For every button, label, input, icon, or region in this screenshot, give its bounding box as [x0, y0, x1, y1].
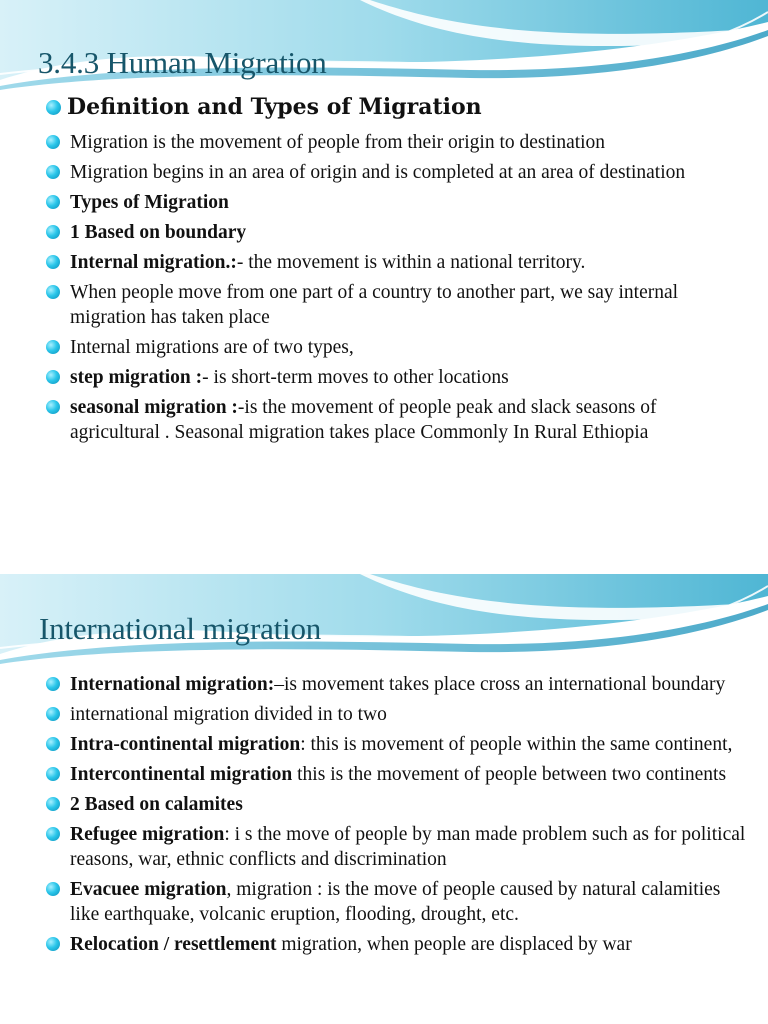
bullet-text: migration, when people are displaced by war	[276, 934, 632, 955]
bullet-icon	[46, 737, 60, 751]
bullet-text: Internal migrations are of two types,	[70, 337, 354, 358]
bullet-item	[46, 190, 746, 215]
bullet-icon	[46, 797, 60, 811]
bullet-item	[46, 672, 746, 697]
slide-title: 3.4.3 Human Migration	[38, 45, 327, 80]
bullet-icon	[46, 882, 60, 896]
bullet-text: : i s the move of people by man made problem such as for political reasons, war, ethnic conflicts and discrimination	[70, 824, 746, 870]
bullet-icon	[46, 677, 60, 691]
bullet-bold-text: Internal migration.:	[70, 252, 237, 273]
bullet-text: international migration divided in to two	[70, 704, 387, 725]
bullet-icon	[46, 225, 60, 239]
bullet-item	[46, 762, 746, 787]
bullet-text: this is the movement of people between two continents	[292, 764, 727, 785]
bullet-item	[46, 250, 746, 275]
bullet-bold-text: Evacuee migration	[70, 879, 227, 900]
section-heading-text: Definition and Types of Migration	[67, 94, 482, 120]
bullet-icon	[46, 100, 61, 115]
bullet-text: -is the movement of people peak and slack seasons of agricultural . Seasonal migration takes place Commonly In Rural Ethiopia	[70, 397, 657, 443]
slide-title: International migration	[39, 611, 322, 646]
bullet-bold-text: Relocation / resettlement	[70, 934, 277, 955]
bullet-item	[46, 877, 746, 927]
bullet-item	[46, 365, 746, 390]
bullet-item	[46, 395, 746, 445]
bullet-icon	[46, 285, 60, 299]
bullet-icon	[46, 827, 60, 841]
bullet-bold-text: International migration:	[70, 674, 275, 695]
bullet-text: - is short-term moves to other locations	[202, 367, 509, 388]
bullet-item	[46, 160, 746, 185]
bullet-item	[46, 280, 746, 330]
bullet-icon	[46, 195, 60, 209]
bullet-bold-text: Refugee migration	[70, 824, 225, 845]
bullet-icon	[46, 937, 60, 951]
bullet-text: - the movement is within a national territory.	[236, 252, 586, 273]
bullet-item	[46, 130, 746, 155]
slide-2	[0, 574, 768, 1024]
bullet-icon	[46, 135, 60, 149]
bullet-bold-text: Intra-continental migration	[70, 734, 301, 755]
bullet-bold-text: 2 Based on calamites	[70, 794, 243, 815]
bullet-text: Migration is the movement of people from their origin to destination	[70, 132, 606, 153]
bullet-bold-text: seasonal migration :	[70, 397, 238, 418]
bullet-bold-text: 1 Based on boundary	[70, 222, 247, 243]
bullet-list	[46, 130, 746, 450]
bullet-bold-text: step migration :	[70, 367, 203, 388]
slide-gap	[0, 520, 768, 574]
bullet-text: : this is movement of people within the same continent,	[300, 734, 733, 755]
bullet-text: When people move from one part of a country to another part, we say internal migration has taken place	[70, 282, 679, 328]
bullet-icon	[46, 707, 60, 721]
bullet-icon	[46, 340, 60, 354]
bullet-item	[46, 220, 746, 245]
bullet-item	[46, 932, 746, 957]
bullet-item	[46, 732, 746, 757]
bullet-icon	[46, 255, 60, 269]
bullet-list	[46, 672, 746, 962]
bullet-icon	[46, 400, 60, 414]
section-heading	[46, 94, 482, 120]
bullet-bold-text: Types of Migration	[70, 192, 229, 213]
bullet-icon	[46, 370, 60, 384]
bullet-item	[46, 822, 746, 872]
bullet-text: Migration begins in an area of origin and is completed at an area of destination	[70, 162, 686, 183]
bullet-icon	[46, 165, 60, 179]
bullet-item	[46, 792, 746, 817]
bullet-text: –is movement takes place cross an international boundary	[274, 674, 726, 695]
bullet-icon	[46, 767, 60, 781]
bullet-bold-text: Intercontinental migration	[70, 764, 293, 785]
bullet-item	[46, 335, 746, 360]
bullet-item	[46, 702, 746, 727]
bullet-text: , migration : is the move of people caused by natural calamities like earthquake, volcanic eruption, flooding, drought, etc.	[70, 879, 721, 925]
